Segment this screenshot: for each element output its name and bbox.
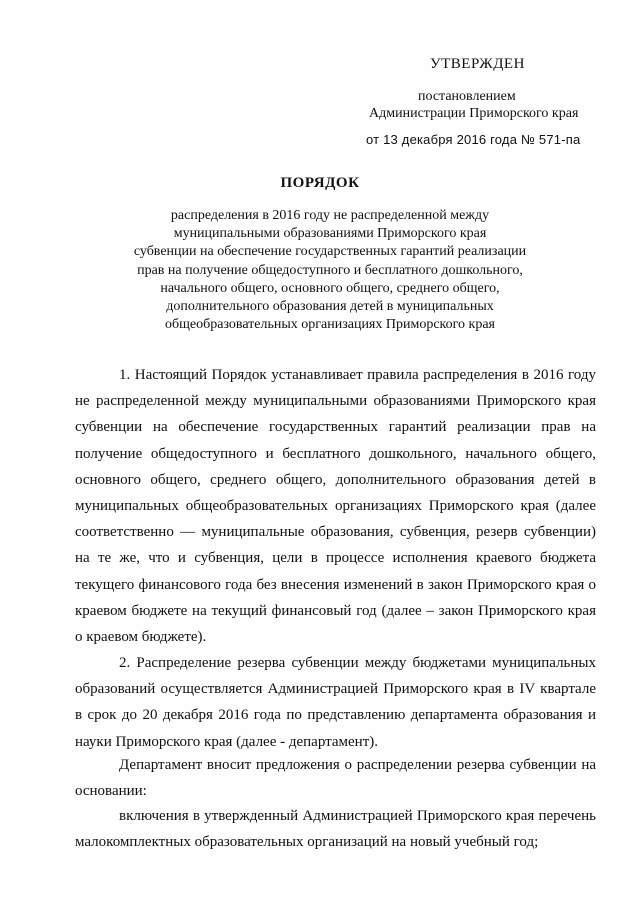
paragraph-2: 2. Распределение резерва субвенции между бюджетами муниципальных образований осуществляется Администрацией Приморского края в IV квартале в срок до 20 декабря 2016 года по представлению департамента образования и науки Приморского края (далее - департамент). bbox=[75, 655, 596, 750]
subtitle-line: распределения в 2016 году не распределенной между bbox=[170, 208, 490, 223]
subtitle-line: общеобразовательных организациях Приморского края bbox=[164, 317, 495, 333]
approval-line-administration: Администрации Приморского края bbox=[369, 106, 579, 121]
approval-line-date-number: от 13 декабря 2016 года № 571-па bbox=[366, 132, 581, 147]
subtitle-line: субвенции на обеспечение государственных гарантий реализации bbox=[133, 244, 527, 260]
paragraph-4: включения в утвержденный Администрацией Приморского края перечень малокомплектных образовательных организаций на новый учебный год; bbox=[75, 808, 596, 851]
paragraph-1: 1. Настоящий Порядок устанавливает правила распределения в 2016 году не распределенной между муниципальными образованиями Приморского края субвенции на обеспечение государственных гарантий реализации прав на получение общедоступного и бесплатного дошкольного, начального общего, основного общего, среднего общего, дополнительного образования детей в муниципальных общеобразовательных организациях Приморского края (далее соответственно — муниципальные образования, субвенция, резерв субвенции) на те же, что и субвенция, цели в процессе исполнения краевого бюджета текущего финансового года без внесения изменений в закон Приморского края о краевом бюджете на текущий финансовый год (далее – закон Приморского края о краевом бюджете). bbox=[75, 367, 596, 646]
document-title: ПОРЯДОК bbox=[280, 175, 360, 191]
document-subtitle bbox=[60, 207, 600, 334]
subtitle-line: муниципальными образованиями Приморского края bbox=[173, 226, 487, 242]
paragraph-3: Департамент вносит предложения о распределении резерва субвенции на основании: bbox=[75, 757, 596, 800]
subtitle-line: прав на получение общедоступного и бесплатного дошкольного, bbox=[137, 262, 523, 278]
subtitle-line: дополнительного образования детей в муниципальных bbox=[166, 299, 494, 315]
subtitle-line: начального общего, основного общего, среднего общего, bbox=[160, 280, 500, 296]
approval-title: УТВЕРЖДЕН bbox=[430, 56, 525, 72]
approval-line-resolution: постановлением bbox=[418, 89, 516, 104]
